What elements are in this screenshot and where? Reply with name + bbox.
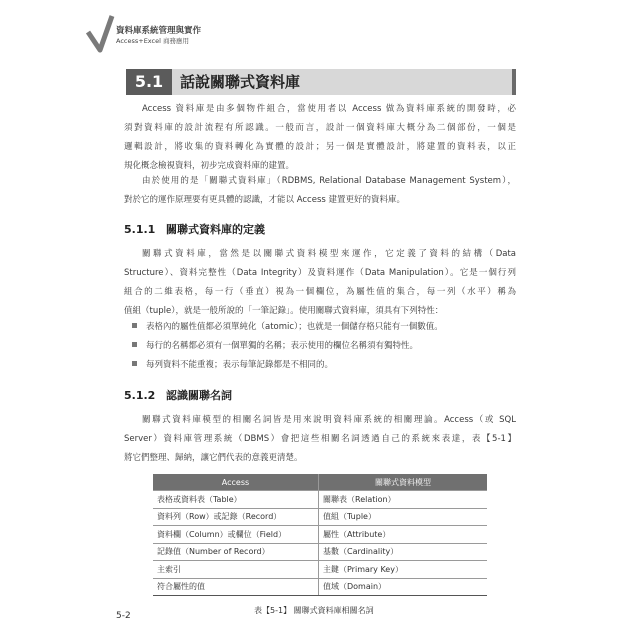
text-line: 邏輯設計，將收集的資料轉化為實體的設計；另一個是實體設計，將建置的資料表，以正 bbox=[124, 142, 516, 152]
section-number: 5.1 bbox=[126, 69, 172, 95]
page-number: 5-2 bbox=[116, 611, 131, 621]
column-header-relational-model: 關聯式資料模型 bbox=[319, 474, 488, 491]
text-line: 對於它的運作原理要有更具體的認識，才能以 Access 建置更好的資料庫。 bbox=[124, 195, 406, 205]
text-line: Structure）、資料完整性（Data Integrity）及資料運作（Data Manipulation）。它是一個行列 bbox=[124, 268, 516, 278]
text-line: 組合的二維表格，每一行（垂直）視為一個欄位，為屬性值的集合，每一列（水平）稱為 bbox=[124, 287, 516, 297]
text-line: Server）資料庫管理系統（DBMS）會把這些相關名詞透過自己的系統來表達，表【5-1】 bbox=[124, 434, 516, 444]
bullet-text: 表格內的屬性值都必須單純化（atomic）；也就是一個儲存格只能有一個數值。 bbox=[146, 322, 443, 332]
table-cell: 值域（Domain） bbox=[319, 578, 488, 596]
text-line: 關聯式資料庫模型的相關名詞皆是用來說明資料庫系統的相關理論。Access（或 SQL bbox=[142, 415, 516, 425]
table-header-row bbox=[153, 474, 487, 491]
table-row bbox=[153, 526, 487, 544]
text-line: 規化概念檢視資料，初步完成資料庫的建置。 bbox=[124, 161, 295, 171]
table-row bbox=[153, 578, 487, 596]
running-header bbox=[86, 10, 226, 54]
terms-paragraph bbox=[124, 411, 516, 468]
table-cell: 屬性（Attribute） bbox=[319, 526, 488, 544]
subsection-title: 關聯式資料庫的定義 bbox=[166, 223, 265, 236]
table-row bbox=[153, 491, 487, 509]
section-title: 話說關聯式資料庫 bbox=[180, 73, 301, 91]
text-line: 關聯式資料庫，當然是以關聯式資料模型來運作，它定義了資料的結構（Data bbox=[142, 249, 516, 259]
terms-table bbox=[153, 474, 487, 596]
table-row bbox=[153, 508, 487, 526]
bullet-square-icon bbox=[132, 361, 137, 366]
intro-paragraph-1 bbox=[124, 100, 516, 176]
bullet-square-icon bbox=[132, 342, 137, 347]
bullet-text: 每列資料不能重複；表示每筆記錄都是不相同的。 bbox=[146, 360, 334, 370]
bullet-square-icon bbox=[132, 323, 137, 328]
section-heading-bar-end bbox=[512, 69, 516, 95]
subsection-number: 5.1.1 bbox=[124, 223, 156, 236]
subsection-heading-5-1-1 bbox=[124, 221, 265, 237]
table-cell: 主鍵（Primary Key） bbox=[319, 561, 488, 579]
text-line: 由於使用的是「關聯式資料庫」（RDBMS, Relational Database Management System）， bbox=[142, 176, 516, 186]
table-row bbox=[153, 543, 487, 561]
text-line: Access 資料庫是由多個物件組合，當使用者以 Access 做為資料庫系統的開發時，必 bbox=[142, 104, 516, 114]
table-cell: 值組（Tuple） bbox=[319, 508, 488, 526]
table-cell: 表格或資料表（Table） bbox=[153, 491, 319, 509]
subsection-heading-5-1-2 bbox=[124, 387, 232, 403]
table-cell: 記錄值（Number of Record） bbox=[153, 543, 319, 561]
subsection-title: 認識關聯名詞 bbox=[166, 389, 232, 402]
text-line: 須對資料庫的設計流程有所認識。一般而言，設計一個資料庫大概分為二個部份，一個是 bbox=[124, 123, 516, 133]
intro-paragraph-2 bbox=[124, 172, 516, 210]
bullet-text: 每行的名稱都必須有一個單獨的名稱；表示使用的欄位名稱須有獨特性。 bbox=[146, 341, 419, 351]
subsection-number: 5.1.2 bbox=[124, 389, 156, 402]
text-line: 值組（tuple），就是一般所說的「一筆記錄」。使用關聯式資料庫，須具有下列特性： bbox=[124, 306, 444, 316]
table-cell: 關聯表（Relation） bbox=[319, 491, 488, 509]
header-title: 資料庫系統管理與實作 bbox=[116, 26, 202, 36]
text-line: 將它們整理、歸納，讓它們代表的意義更清楚。 bbox=[124, 453, 303, 463]
column-header-access: Access bbox=[153, 474, 319, 491]
table-cell: 資料欄（Column）或欄位（Field） bbox=[153, 526, 319, 544]
table-caption: 表【5-1】 關聯式資料庫相關名詞 bbox=[254, 606, 374, 615]
table-cell: 資料列（Row）或記錄（Record） bbox=[153, 508, 319, 526]
header-subtitle: Access+Excel 商務應用 bbox=[116, 37, 189, 45]
table-cell: 符合屬性的值 bbox=[153, 578, 319, 596]
table-cell: 主索引 bbox=[153, 561, 319, 579]
table-row bbox=[153, 561, 487, 579]
table-cell: 基數（Cardinality） bbox=[319, 543, 488, 561]
definition-paragraph bbox=[124, 245, 516, 321]
